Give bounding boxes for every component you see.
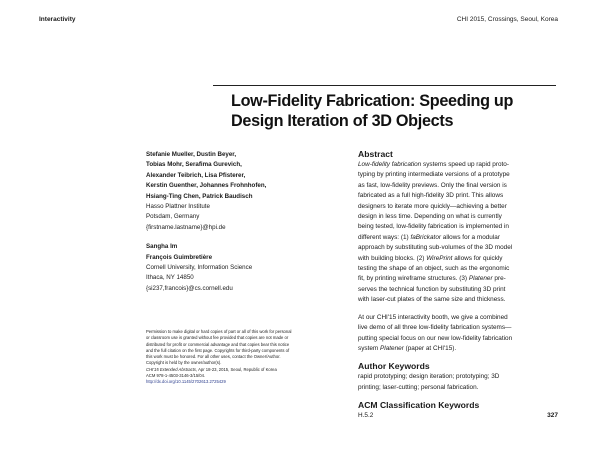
notice-line: Copyright is held by the owner/author(s). xyxy=(146,360,222,366)
doi-link[interactable]: http://dx.doi.org/10.1145/2702613.2725429 xyxy=(146,379,226,385)
acm-isbn: ACM 978-1-4503-3146-3/15/04. xyxy=(146,373,206,379)
author-keywords-text xyxy=(358,372,558,393)
author-affiliation: Hasso Plattner Institute xyxy=(146,203,210,211)
notice-line: distributed for profit or commercial advantage and that copies bear this notice xyxy=(146,341,290,347)
text-line: being tested, low-fidelity fabrication is implemented in xyxy=(358,223,509,231)
text-line: H.5.2 xyxy=(358,412,374,420)
author-names: Alexander Teibrich, Lisa Pfisterer, xyxy=(146,171,246,179)
notice-line: Permission to make digital or hard copies of part or all of this work for personal xyxy=(146,329,292,334)
text-run: pre- xyxy=(492,275,506,283)
text-line: as fast, low-fidelity previews. Only the final version is xyxy=(358,181,507,189)
paper-title xyxy=(231,91,561,131)
title-line-2: Design Iteration of 3D Objects xyxy=(231,112,454,130)
venue-rest: , Apr 18-23, 2015, Seoul, Republic of Korea xyxy=(196,366,277,372)
term-italic: Platener xyxy=(468,275,493,283)
author-names: Hsiang-Ting Chen, Patrick Baudisch xyxy=(146,192,253,200)
text-line: fabricated as a full high-fidelity 3D print. This allows xyxy=(358,192,504,200)
text-run: with building blocks. (2) xyxy=(358,254,427,262)
author-names: Stefanie Mueller, Dustin Beyer, xyxy=(146,151,237,158)
notice-line: this work must be honored. For all other uses, contact the Owner/Author. xyxy=(146,354,281,360)
title-rule xyxy=(213,85,556,86)
author-block xyxy=(146,150,346,294)
author-names: François Guimbretière xyxy=(146,253,213,261)
abstract-paragraph-1 xyxy=(358,160,558,306)
text-line: putting special focus on our new low-fidelity fabrication xyxy=(358,334,513,342)
running-header-left: Interactivity xyxy=(39,16,76,23)
text-run: systems speed up rapid proto- xyxy=(421,161,509,168)
text-run: (paper at CHI'15). xyxy=(403,344,457,352)
notice-line: and the full citation on the first page. Copyrights for third-party components of xyxy=(146,347,290,353)
text-line: approach by substituting sub-volumes of the 3D model xyxy=(358,244,513,252)
term-italic: faBrickator xyxy=(410,233,441,241)
page-number: 327 xyxy=(547,412,558,419)
author-location: Ithaca, NY 14850 xyxy=(146,274,194,282)
term-italic: Low-fidelity fabrication xyxy=(358,161,422,168)
acm-keywords-heading: ACM Classification Keywords xyxy=(358,400,480,411)
abstract-paragraph-2 xyxy=(358,313,558,355)
author-affiliation: Cornell University, Information Science xyxy=(146,264,253,272)
text-line: typing by printing intermediate versions of a prototype xyxy=(358,171,510,179)
text-line: live demo of all three low-fidelity fabrication systems— xyxy=(358,324,512,332)
author-email: {firstname.lastname}@hpi.de xyxy=(146,223,226,231)
text-line: serves the technical function by substituting 3D print xyxy=(358,285,506,293)
text-run: fit, by printing wireframe structures. (3) xyxy=(358,275,469,283)
text-line: with laser-cut plates of the same size and thickness. xyxy=(358,296,506,304)
author-names: Tobias Mohr, Serafima Gurevich, xyxy=(146,161,242,169)
text-run: system xyxy=(358,344,381,352)
right-column xyxy=(358,149,558,422)
author-email: {si237,francois}@cs.cornell.edu xyxy=(146,284,233,292)
text-run: different ways: (1) xyxy=(358,233,411,241)
running-header-right: CHI 2015, Crossings, Seoul, Korea xyxy=(456,16,558,23)
author-names: Kerstin Guenther, Johannes Frohnhofen, xyxy=(146,182,267,190)
term-italic: Platener xyxy=(380,344,404,352)
text-line: rapid prototyping; design iteration; prototyping; 3D xyxy=(358,373,500,381)
abstract-heading: Abstract xyxy=(358,149,393,159)
title-line-1: Low-Fidelity Fabrication: Speeding up xyxy=(231,92,514,110)
text-line: design in less time. Depending on what is currently xyxy=(358,213,502,221)
author-keywords-heading: Author Keywords xyxy=(358,361,430,372)
term-italic: WirePrint xyxy=(426,254,453,262)
text-run: allows for quickly xyxy=(452,254,503,262)
text-run: allows for a modular xyxy=(441,233,500,241)
text-line: testing the shape of an object, such as the ergonomic xyxy=(358,265,510,273)
text-line: printing; laser-cutting; personal fabrication. xyxy=(358,383,479,391)
venue-italic: CHI'15 Extended Abstracts xyxy=(146,366,196,372)
author-location: Potsdam, Germany xyxy=(146,213,200,221)
acm-keywords-text xyxy=(358,411,558,421)
permission-notice xyxy=(146,329,351,386)
text-line: designers to iterate more quickly—achieving a better xyxy=(358,202,507,210)
notice-line: or classroom use is granted without fee provided that copies are not made or xyxy=(146,335,289,341)
author-names: Sangha Im xyxy=(146,243,178,251)
text-line: At our CHI'15 interactivity booth, we give a combined xyxy=(358,313,508,321)
